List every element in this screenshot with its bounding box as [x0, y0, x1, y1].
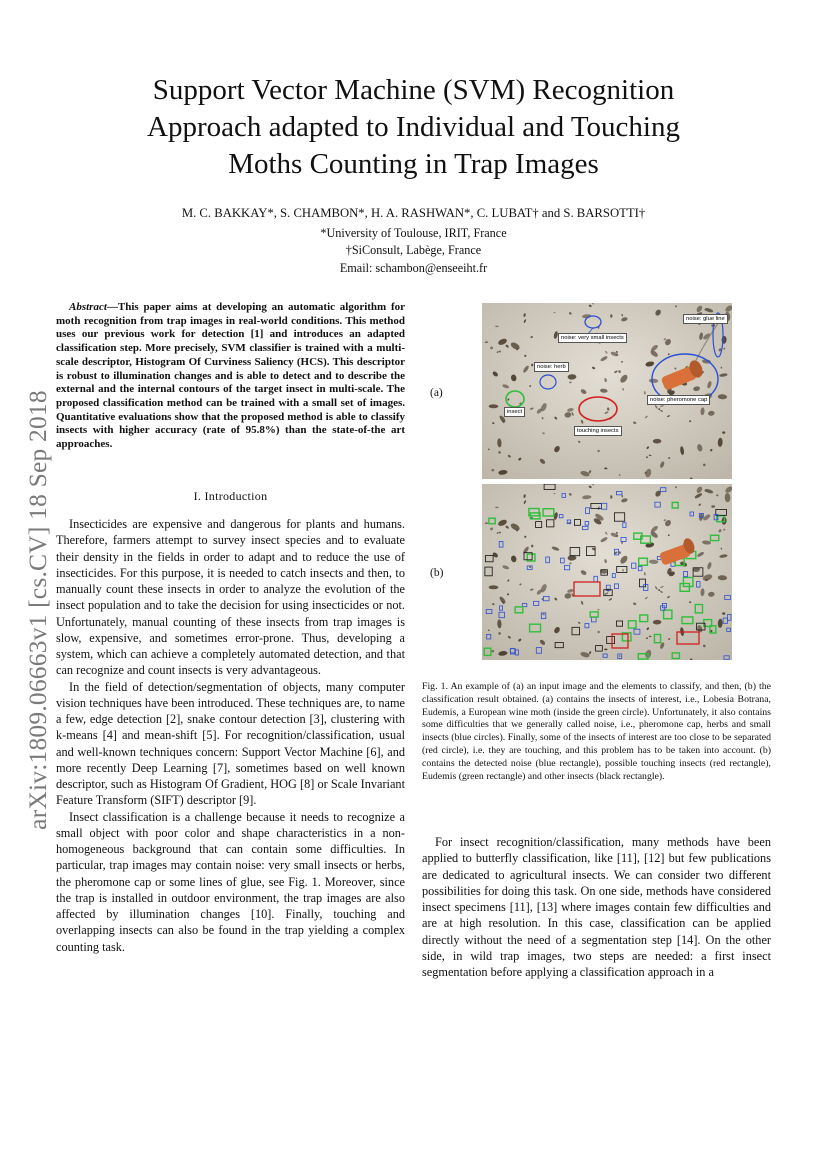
abstract-label: Abstract	[69, 301, 107, 313]
authors: M. C. BAKKAY*, S. CHAMBON*, H. A. RASHWAN*, C. LUBAT† and S. BARSOTTI†	[181, 206, 646, 220]
intro-paragraph-2: In the field of detection/segmentation of objects, many computer vision techniques have been introduced. These techniques are, to name a few, edge detection [2], snake contour detection [3], clustering with k-means [4] and mean-shift [5]. For recognition/classification, usual and well-known techniques concern: Support Vector Machine [6], and more recently Deep Learning [7], sometimes based on well known descriptor, such as Histogram Of Gradient, HOG [8] or Scale Invariant Feature Transform (SIFT) descriptor [9].	[56, 679, 405, 808]
figure-panel-b-classification-result	[482, 484, 732, 660]
intro-paragraph-3: Insect classification is a challenge because it needs to recognize a small object with poor color and shape characteristics in a non-homogeneous background that can contain some difficulties. In particular, trap images may contain noise: very small insects or herbs, the pheromone cap or some lines of glue, see Fig. 1. Moreover, since the trap is installed in outdoor environment, the trap images are also affected by illumination changes [10]. Finally, touching and overlapping insects can also be found in the trap yielding a complex counting task.	[56, 809, 405, 954]
figure-caption: Fig. 1. An example of (a) an input image and the elements to classify, and then, (b) the classification result obtained. (a) contains the insects of interest, i.e., Lobesia Botrana, Eudemis, a European wine moth (inside the green circle). Unfortunately, it also contains some difficulties that we generally called noise, i.e., pheromone cap, herbs and small insects (blue circles). Finally, some of the insects of interest are too close to be separated (red circle), i.e. they are touching, and this problem has to be taken into account. (b) contains the detected noise (blue rectangle), possible touching insects (red rectangle), Eudemis (green rectangle) and other insects (black rectangle).	[422, 681, 771, 782]
affiliation-1: *University of Toulouse, IRIT, France	[320, 226, 507, 240]
section-heading-introduction: I. Introduction	[193, 489, 268, 503]
label-noise-herb: noise: herb	[534, 362, 569, 372]
label-insect: insect	[504, 407, 525, 417]
introduction-body	[56, 516, 405, 955]
intro-paragraph-1: Insecticides are expensive and dangerous for plants and humans. Therefore, farmers attempt to survey insect species and to evaluate their density in the fields in order to adapt and to reduce the use of insecticides. For this purpose, it is needed to catch insects and then, to manually count these insects in order to analyze the evolution of the insect population and to take the decision for using insecticides or not. Unfortunately, manual counting of these insects from trap images is slow, expensive, and sometimes error-prone. Thus, developing a system, which can achieve a completely automated detection, and that can recognize and count insects is very advantageous.	[56, 517, 405, 678]
contact-email: Email: schambon@enseeiht.fr	[339, 261, 488, 275]
arxiv-identifier-text: arXiv:1809.06663v1 [cs.CV] 18 Sep 2018	[23, 390, 52, 830]
title-line-3: Moths Counting in Trap Images	[228, 148, 599, 180]
panel-b-label: (b)	[430, 567, 444, 579]
trap-image-b	[482, 484, 732, 660]
paper-title	[60, 72, 767, 183]
affiliation-2: †SiConsult, Labège, France	[345, 243, 482, 257]
abstract-text: —This paper aims at developing an automatic algorithm for moth recognition from trap images in real-world conditions. This method uses our previous work for detection [1] and introduces an adapted classification step. More precisely, SVM classifier is trained with a multi-scale descriptor, Histogram Of Curviness Saliency (HCS). This descriptor is robust to illumination changes and is able to detect and to describe the external and the internal contours of the target insect in multi-scale. The proposed classification method can be trained with a small set of images. Quantitative evaluations show that the proposed method is able to classify insects with higher accuracy (rate of 95.8%) than the state-of-the art approaches.	[56, 301, 405, 451]
trap-image-a	[482, 303, 732, 479]
abstract	[56, 301, 405, 452]
right-paragraph-1: For insect recognition/classification, many methods have been applied to butterfly classification, like [11], [12] but few publications are dedicated to agricultural insects. We can consider two different possibilities for doing this task. On one side, methods have considered insect specimens [11], [13] where images contain few difficulties and are at high resolution. In this case, classification can be applied directly without the need of a segmentation step [14]. On the other side, in wild trap images, two steps are needed: a first insect segmentation before applying a classification approach in a	[422, 835, 771, 979]
panel-a-label: (a)	[430, 387, 443, 399]
right-column-body	[422, 834, 771, 980]
title-line-1: Support Vector Machine (SVM) Recognition	[152, 74, 675, 106]
label-noise-pheromone-cap: noise: pheromone cap	[647, 395, 710, 405]
title-line-2: Approach adapted to Individual and Touching	[147, 111, 680, 143]
label-touching-insects: touching insects	[574, 426, 622, 436]
label-noise-small-insects: noise: very small insects	[558, 333, 627, 343]
figure-panel-a-trap-image	[482, 303, 732, 479]
label-noise-glue-line: noise: glue line	[683, 314, 728, 324]
